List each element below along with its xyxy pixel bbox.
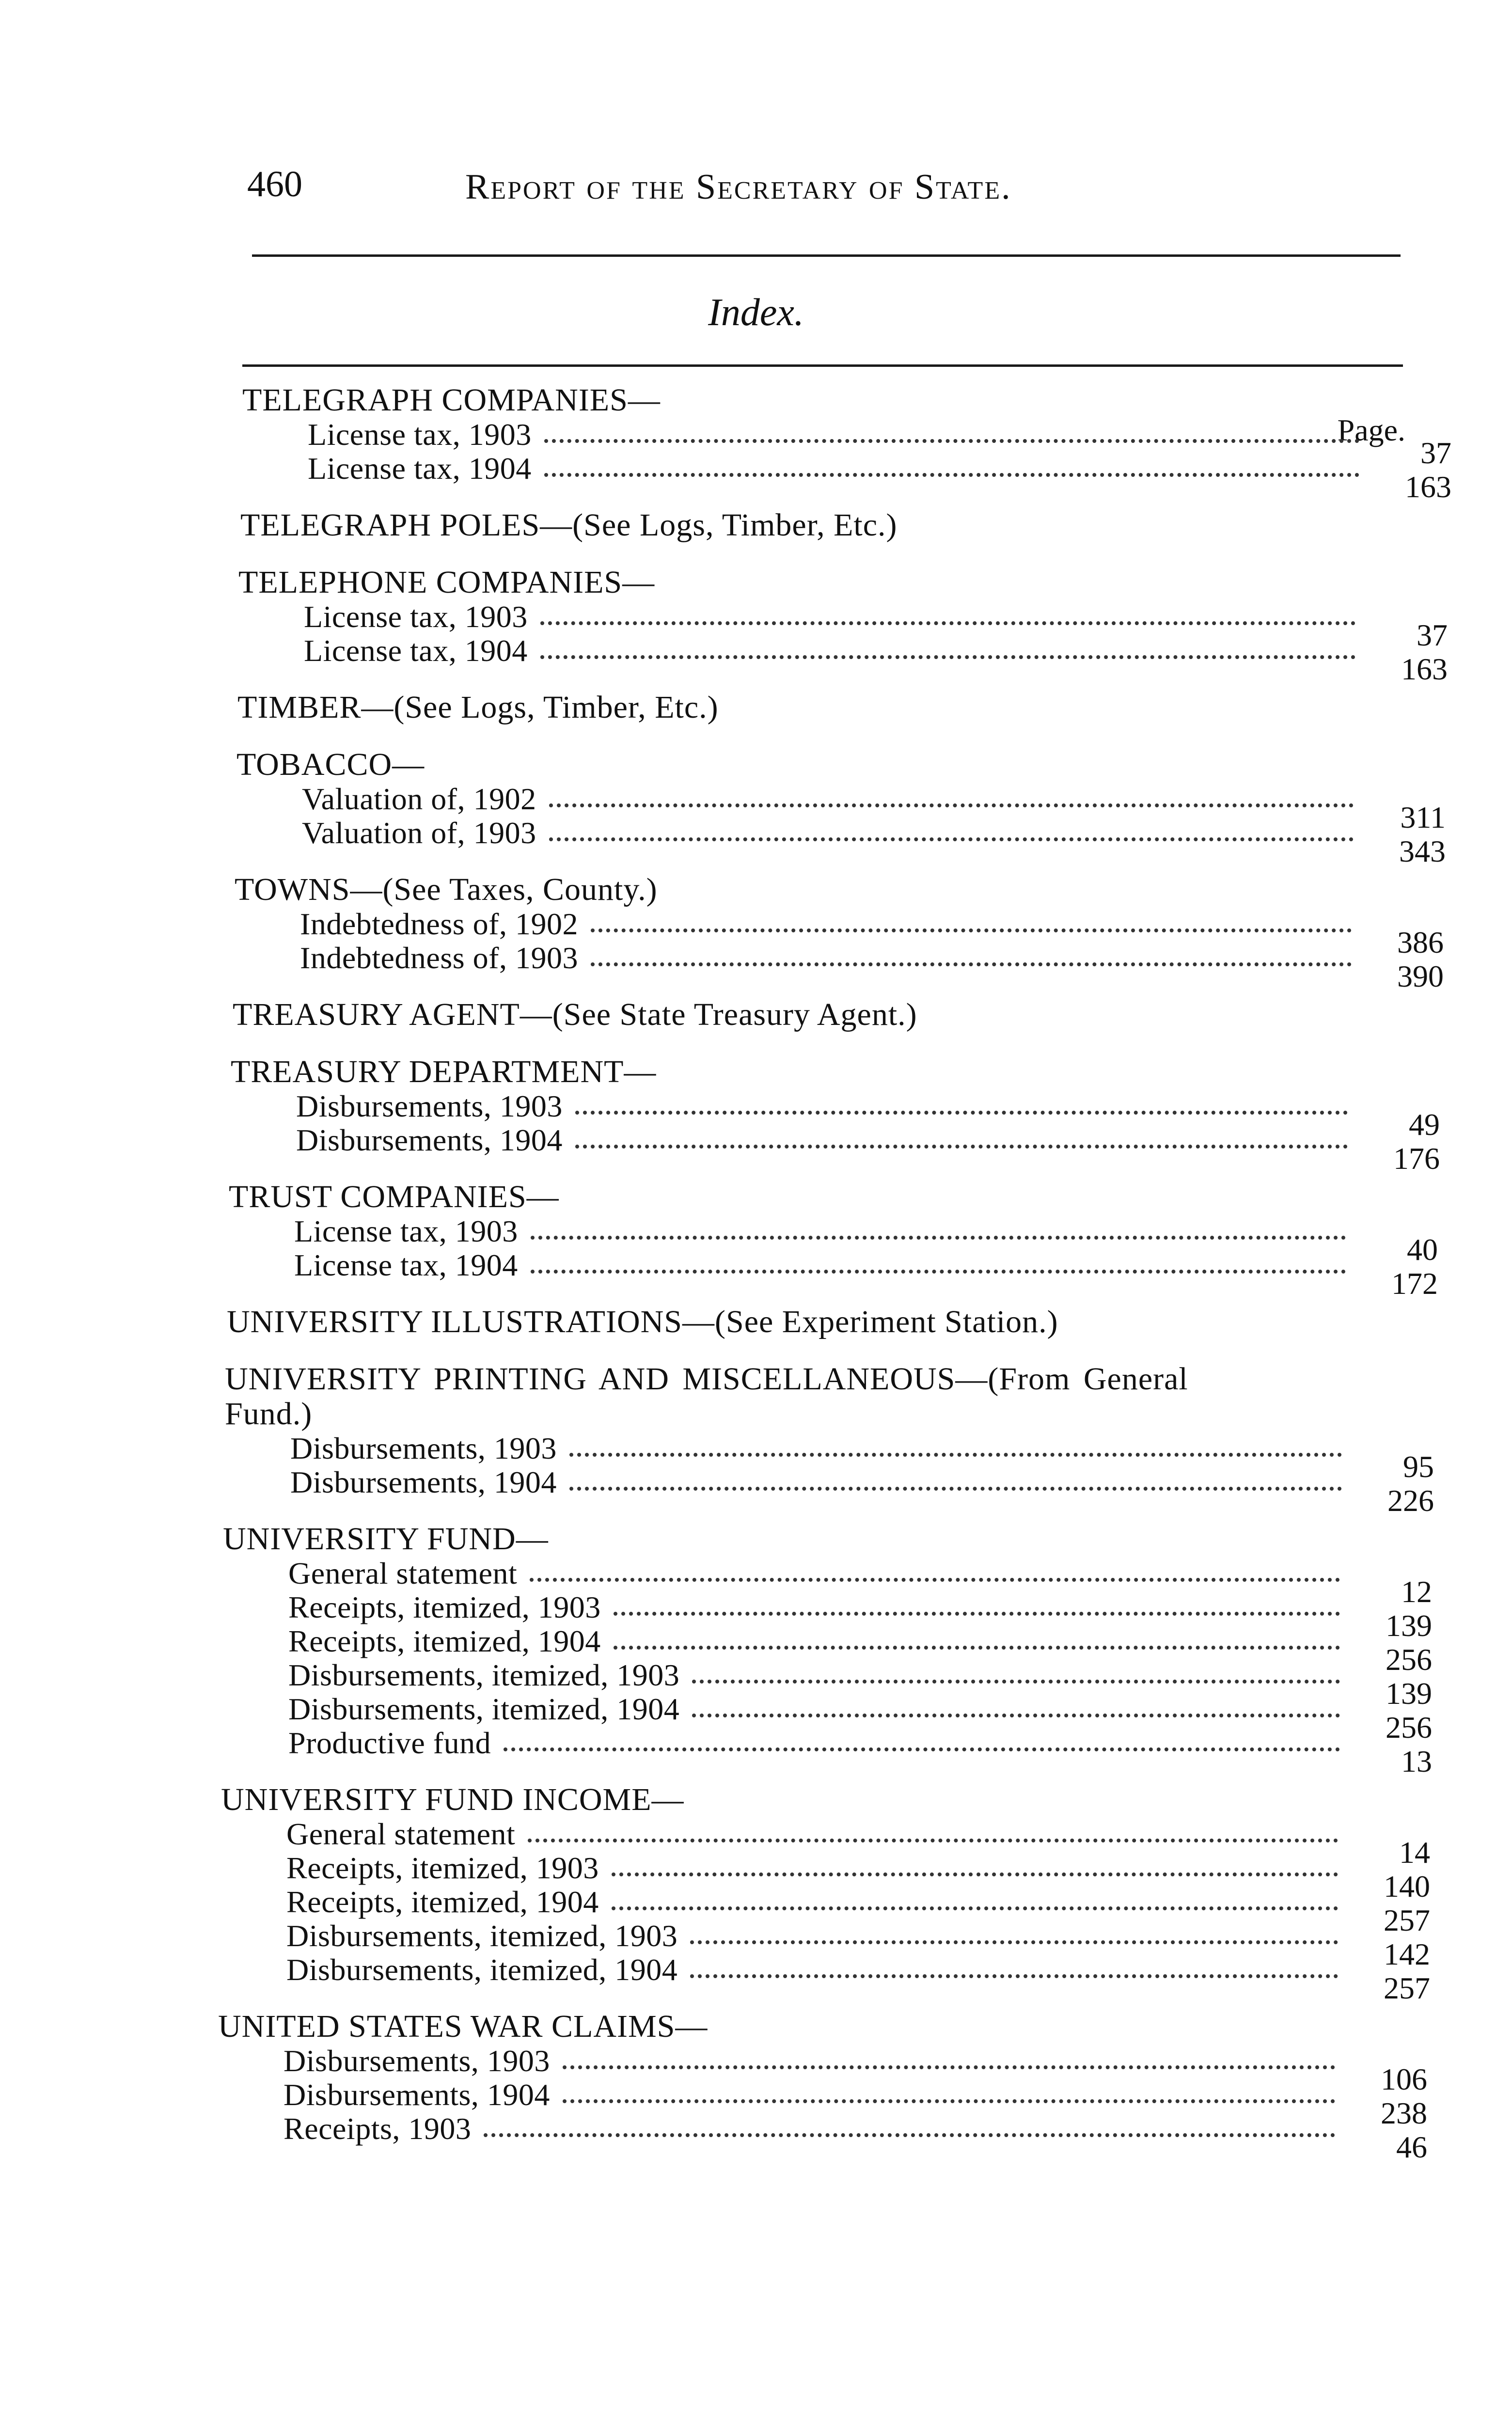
dot-leader [614,1611,1340,1616]
sub-entry-label: Productive fund [288,1726,491,1760]
index-entry [227,1305,1512,1339]
page-number: 460 [247,164,302,205]
entry-heading: TELEGRAPH POLES—(See Logs, Timber, Etc.) [240,507,898,543]
entry-heading: TELEGRAPH COMPANIES— [242,382,661,418]
page-reference: 142 [1384,1937,1430,1971]
index-entry [238,565,1512,686]
dot-leader [575,1144,1348,1149]
sub-entry-label: Receipts, 1903 [284,2111,472,2146]
sub-entry [304,633,1448,686]
sub-entry-label: Valuation of, 1902 [302,782,536,816]
sub-entry-label: General statement [286,1817,516,1851]
dot-leader [692,1679,1340,1684]
page-reference: 139 [1386,1608,1432,1643]
sub-entry-label: Valuation of, 1903 [302,816,536,850]
sub-entry-label: Receipts, itemized, 1904 [286,1885,599,1919]
entry-heading: UNIVERSITY PRINTING AND MISCELLANEOUS—(From General Fund.) [225,1361,1188,1432]
sub-entry [284,2111,1427,2164]
index-entry [237,690,1512,725]
page-reference: 386 [1397,925,1444,960]
sub-entry-label: Indebtedness of, 1902 [300,907,578,941]
page-reference: 256 [1386,1642,1432,1677]
sub-entry-label: License tax, 1903 [294,1214,518,1248]
header-rule-bottom [242,364,1403,367]
sub-entry-label: Indebtedness of, 1903 [300,941,578,975]
index-entry [236,747,1512,868]
dot-leader [540,621,1355,625]
entry-heading: UNIVERSITY FUND INCOME— [221,1782,684,1817]
dot-leader [591,928,1352,932]
index-entries [0,383,1512,2168]
index-entry [233,997,1512,1032]
dot-leader [563,2065,1335,2069]
page-reference: 40 [1407,1232,1438,1267]
sub-entry-label: License tax, 1904 [294,1248,518,1282]
header-rule-top [252,254,1401,257]
sub-entry-label: Receipts, itemized, 1903 [286,1851,599,1885]
sub-entry-label: Disbursements, 1904 [284,2077,550,2112]
page-reference: 343 [1399,834,1446,868]
sub-entry-label: Receipts, itemized, 1904 [288,1624,601,1658]
sub-entry-label: Disbursements, itemized, 1903 [288,1658,680,1692]
running-title: Report of the Secretary of State. [465,167,1012,207]
dot-leader [690,1940,1338,1944]
dot-leader [531,1235,1346,1240]
dot-leader [549,837,1354,841]
dot-leader [484,2133,1335,2137]
sub-entry-label: Disbursements, itemized, 1904 [288,1692,680,1726]
sub-entry-label: License tax, 1903 [308,417,532,452]
page-reference: 14 [1399,1835,1430,1870]
dot-leader [531,1269,1346,1274]
dot-leader [612,1872,1338,1876]
index-entry [235,872,1512,993]
sub-entry [288,1726,1432,1778]
entry-heading: TRUST COMPANIES— [229,1179,559,1214]
index-entry [223,1521,1512,1778]
page-reference: 226 [1387,1483,1434,1518]
sub-entry-label: Disbursements, 1903 [290,1431,557,1465]
page-reference: 37 [1420,436,1451,470]
sub-entry [302,816,1446,868]
entry-heading: UNIVERSITY ILLUSTRATIONS—(See Experiment Station.) [227,1304,1058,1339]
page-reference: 172 [1391,1266,1438,1301]
dot-leader [528,1838,1338,1842]
dot-leader [575,1110,1348,1115]
page-reference: 257 [1384,1903,1430,1937]
entry-heading: TOBACCO— [236,747,425,782]
dot-leader [690,1974,1338,1978]
sub-entry-label: Receipts, itemized, 1903 [288,1590,601,1624]
dot-leader [692,1713,1340,1717]
dot-leader [544,439,1359,443]
sub-entry [294,1248,1438,1301]
entry-heading: TELEPHONE COMPANIES— [238,565,655,600]
page-reference: 390 [1397,959,1444,993]
sub-entry-label: Disbursements, itemized, 1903 [286,1919,678,1953]
entry-heading: TREASURY AGENT—(See State Treasury Agent.) [233,997,917,1032]
index-entry [231,1054,1512,1176]
sub-entry-label: Disbursements, 1903 [284,2044,550,2078]
entry-heading: TIMBER—(See Logs, Timber, Etc.) [237,690,719,725]
sub-entry-label: License tax, 1904 [304,633,528,668]
sub-entry [308,451,1451,504]
dot-leader [563,2099,1335,2103]
page-reference: 13 [1401,1744,1432,1778]
sub-entry [286,1952,1430,2005]
dot-leader [549,803,1354,807]
entry-heading: UNITED STATES WAR CLAIMS— [218,2009,708,2044]
page-reference: 37 [1417,618,1448,652]
page-reference: 238 [1381,2096,1427,2130]
page-reference: 49 [1409,1107,1440,1142]
entry-heading: TREASURY DEPARTMENT— [231,1054,657,1089]
page-column-label: Page. [1337,413,1405,447]
dot-leader [612,1906,1338,1910]
dot-leader [544,472,1359,477]
page-reference: 140 [1384,1869,1430,1904]
page-reference: 139 [1386,1676,1432,1711]
page-reference: 176 [1393,1141,1440,1176]
dot-leader [591,962,1352,966]
sub-entry [290,1465,1434,1518]
index-entry [221,1782,1512,2005]
page-reference: 311 [1400,800,1446,834]
index-entry [242,382,1512,504]
dot-leader [569,1486,1342,1491]
index-title: Index. [708,291,804,334]
sub-entry-label: Disbursements, 1903 [296,1089,563,1123]
index-entry [218,2009,1512,2164]
page-header [247,160,1410,218]
dot-leader [569,1452,1342,1457]
entry-heading: UNIVERSITY FUND— [223,1521,549,1557]
page-reference: 46 [1396,2130,1427,2164]
entry-heading: TOWNS—(See Taxes, County.) [235,872,658,907]
sub-entry [300,941,1444,993]
page-reference: 163 [1405,470,1451,504]
sub-entry-label: Disbursements, 1904 [296,1123,563,1157]
page-reference: 95 [1403,1449,1434,1484]
page-reference: 256 [1386,1710,1432,1745]
dot-leader [504,1747,1340,1751]
page-reference: 163 [1401,652,1448,686]
page-reference: 106 [1381,2062,1427,2096]
page-reference: 12 [1401,1574,1432,1609]
index-entry [240,508,1512,543]
sub-entry-label: Disbursements, 1904 [290,1465,557,1499]
dot-leader [614,1645,1340,1650]
sub-entry-label: General statement [288,1556,518,1590]
index-entry [229,1179,1512,1301]
dot-leader [540,655,1355,659]
sub-entry-label: License tax, 1904 [308,451,532,486]
dot-leader [530,1577,1340,1582]
sub-entry [296,1123,1440,1176]
page-reference: 257 [1384,1971,1430,2005]
sub-entry-label: License tax, 1903 [304,599,528,634]
index-entry [225,1361,1512,1518]
sub-entry-label: Disbursements, itemized, 1904 [286,1952,678,1987]
